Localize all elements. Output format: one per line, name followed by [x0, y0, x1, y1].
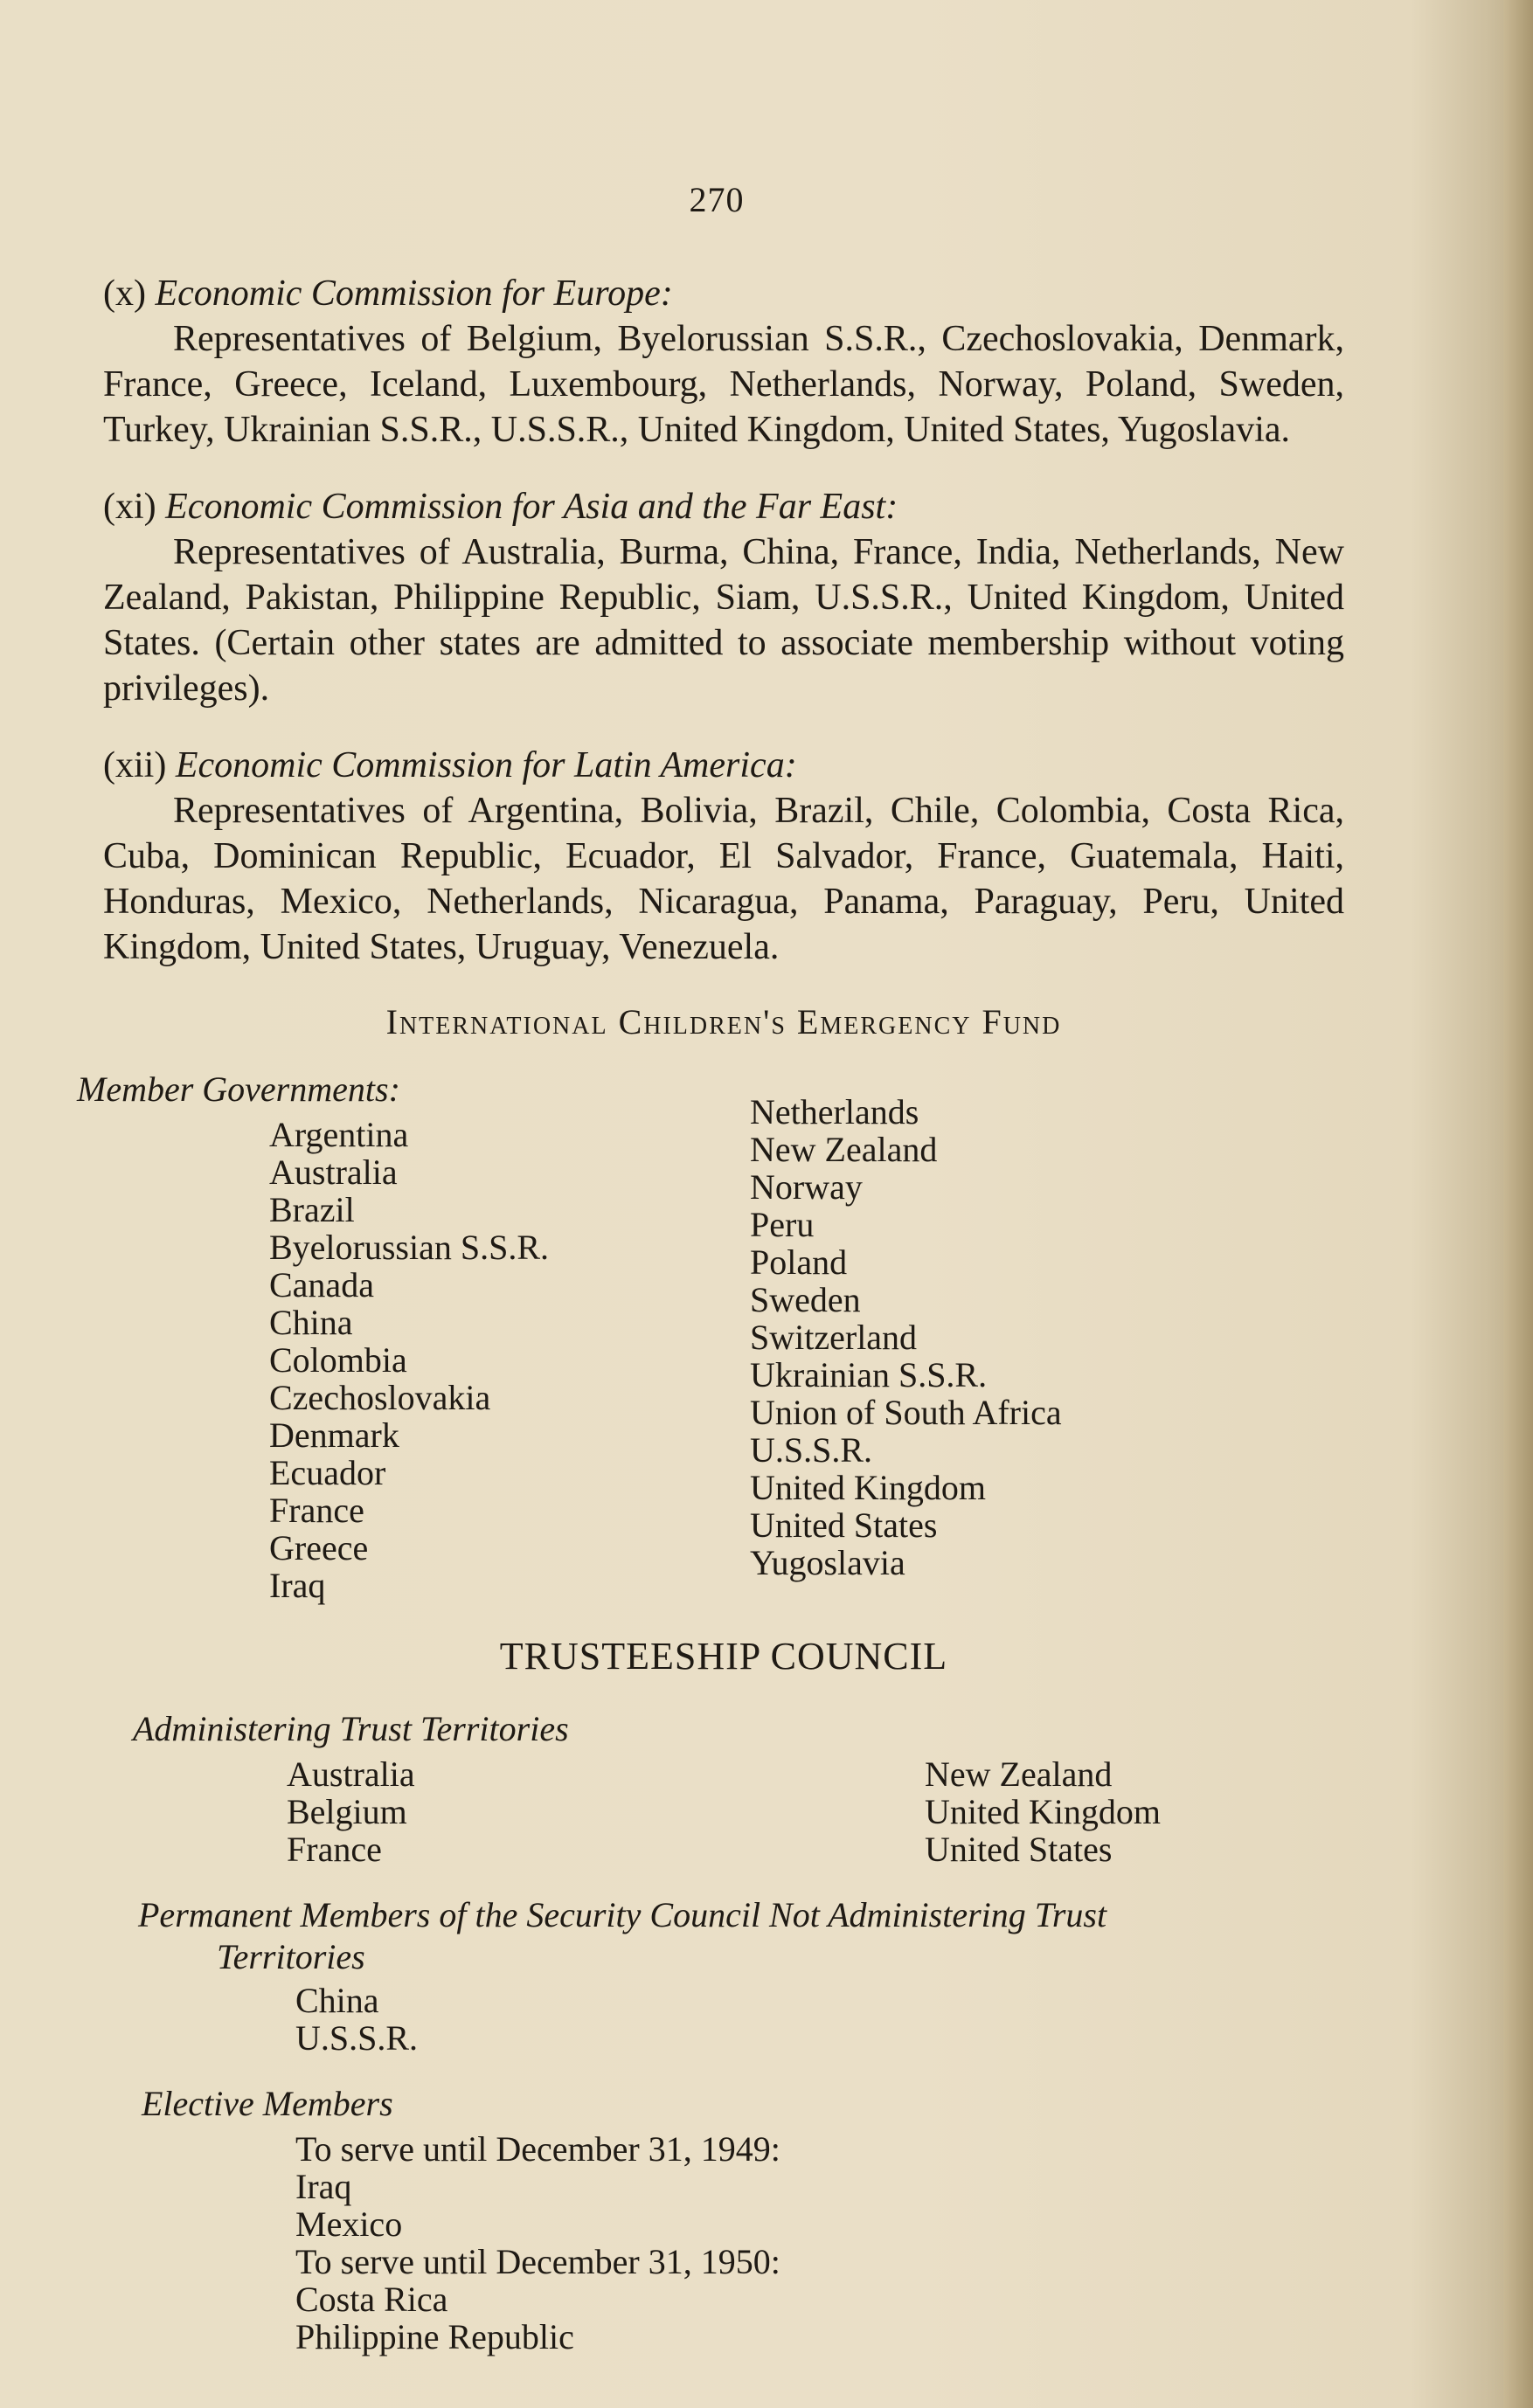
- list-item: Canada: [269, 1265, 374, 1304]
- list-item: France: [269, 1491, 364, 1530]
- list-item: Iraq: [295, 2167, 352, 2206]
- council-title: TRUSTEESHIP COUNCIL: [499, 1635, 948, 1678]
- fund-member-columns: [103, 1092, 1344, 1605]
- permanent-members-list: [103, 1982, 1344, 2057]
- page-content: [77, 271, 1344, 2356]
- commission-members: Representatives of Australia, Burma, China, France, India, Netherlands, New Zealand, Pakistan, Philippine Republic, Siam, U.S.S.R., United Kingdom, United States. (Certain other states are admitted to associate membership without voting privileges).: [103, 532, 1344, 709]
- list-item: Peru: [750, 1205, 815, 1244]
- list-item: Netherlands: [750, 1092, 919, 1131]
- list-item: Iraq: [269, 1566, 326, 1605]
- list-item: Czechoslovakia: [269, 1378, 491, 1417]
- list-item: Argentina: [269, 1115, 409, 1154]
- list-item: Brazil: [269, 1190, 355, 1229]
- list-item: Mexico: [295, 2204, 403, 2244]
- list-item: Costa Rica: [295, 2280, 448, 2319]
- administering-left: [103, 1755, 925, 1868]
- list-item: New Zealand: [925, 1754, 1113, 1794]
- commission-latin-america: [103, 743, 1344, 970]
- list-item: United States: [925, 1830, 1113, 1869]
- list-item: Ecuador: [269, 1453, 386, 1492]
- fund-title: International Children's Emergency Fund: [385, 1002, 1062, 1041]
- list-item: New Zealand: [750, 1130, 938, 1169]
- list-item: Norway: [750, 1167, 863, 1207]
- list-item: Colombia: [269, 1340, 407, 1380]
- list-item: Sweden: [750, 1280, 861, 1319]
- permanent-members-label: Permanent Members of the Security Council Not Administering Trust Territories: [138, 1895, 1107, 1976]
- commission-asia-far-east: [103, 484, 1344, 711]
- book-spine-shadow: [1503, 0, 1533, 2408]
- fund-subtitle: Member Governments:: [77, 1069, 400, 1109]
- list-item: China: [295, 1981, 379, 2020]
- list-item: Union of South Africa: [750, 1393, 1062, 1432]
- list-item: Yugoslavia: [750, 1543, 905, 1582]
- list-item: To serve until December 31, 1949:: [295, 2129, 780, 2169]
- fund-members-left: [103, 1116, 750, 1604]
- list-item: France: [287, 1830, 382, 1869]
- list-item: To serve until December 31, 1950:: [295, 2242, 780, 2281]
- commission-label: (x): [103, 273, 146, 314]
- page-number: 270: [689, 180, 745, 219]
- commission-members: Representatives of Argentina, Bolivia, Brazil, Chile, Colombia, Costa Rica, Cuba, Dominican Republic, Ecuador, El Salvador, France, Guatemala, Haiti, Honduras, Mexico, Netherlands, Nicaragua, Panama, Paraguay, Peru, United Kingdom, United States, Uruguay, Venezuela.: [103, 791, 1344, 967]
- list-item: Denmark: [269, 1415, 399, 1455]
- list-item: U.S.S.R.: [295, 2018, 419, 2058]
- list-item: Greece: [269, 1528, 369, 1567]
- list-item: Byelorussian S.S.R.: [269, 1228, 550, 1267]
- commission-europe: [103, 271, 1344, 453]
- list-item: U.S.S.R.: [750, 1430, 873, 1470]
- administering-columns: [103, 1755, 1344, 1868]
- list-item: United States: [750, 1505, 938, 1545]
- commission-label: (xi): [103, 487, 156, 527]
- commission-name: Economic Commission for Asia and the Far East:: [165, 487, 898, 527]
- list-item: Switzerland: [750, 1318, 918, 1357]
- administering-right: [925, 1729, 1344, 1868]
- list-item: Belgium: [287, 1792, 407, 1831]
- list-item: Australia: [269, 1152, 398, 1192]
- list-item: Australia: [287, 1754, 415, 1794]
- list-item: United Kingdom: [925, 1792, 1161, 1831]
- list-item: United Kingdom: [750, 1468, 986, 1507]
- commission-name: Economic Commission for Latin America:: [175, 745, 797, 785]
- commission-label: (xii): [103, 745, 167, 785]
- list-item: Philippine Republic: [295, 2317, 574, 2356]
- elective-members-label: Elective Members: [142, 2084, 393, 2123]
- commission-name: Economic Commission for Europe:: [155, 273, 673, 314]
- fund-members-right: [750, 1093, 1344, 1604]
- list-item: Ukrainian S.S.R.: [750, 1355, 988, 1394]
- elective-members-list: [103, 2130, 1344, 2356]
- list-item: China: [269, 1303, 353, 1342]
- list-item: Poland: [750, 1242, 848, 1282]
- administering-label: Administering Trust Territories: [133, 1709, 569, 1748]
- commission-members: Representatives of Belgium, Byelorussian S.S.R., Czechoslovakia, Denmark, France, Greece, Iceland, Luxembourg, Netherlands, Norway, Poland, Sweden, Turkey, Ukrainian S.S.R., U.S.S.R., United Kingdom, United States, Yugoslavia.: [103, 319, 1344, 450]
